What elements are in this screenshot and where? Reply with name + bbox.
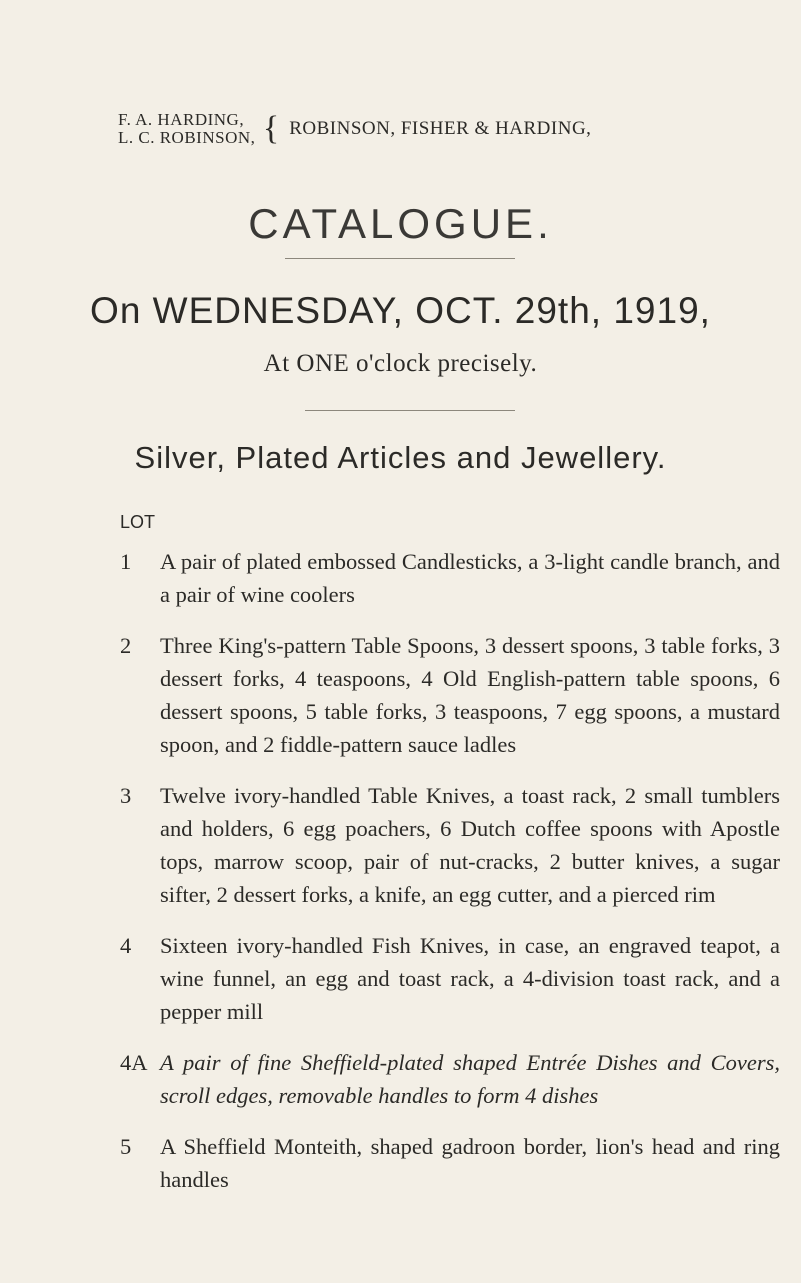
lot-number: 2 <box>120 633 132 658</box>
lot-item <box>120 1046 780 1112</box>
lot-description: A pair of plated embossed Candlesticks, a 3-light candle branch, and a pair of wine coolers <box>160 549 780 607</box>
lot-number: 4A <box>120 1050 148 1075</box>
lot-item <box>120 779 780 911</box>
auctioneer-header <box>118 110 591 148</box>
firm-name: ROBINSON, FISHER & HARDING, <box>289 118 592 139</box>
partner-name: F. A. HARDING, <box>118 110 245 129</box>
lot-column-header: LOT <box>120 512 156 532</box>
lot-number: 1 <box>120 549 132 574</box>
section-title: Silver, Plated Articles and Jewellery. <box>134 440 667 475</box>
lot-item <box>120 629 780 761</box>
lot-number: 3 <box>120 783 132 808</box>
divider <box>285 258 515 259</box>
partner-names <box>118 111 255 147</box>
lot-item <box>120 545 780 611</box>
lot-description: Three King's-pattern Table Spoons, 3 dessert spoons, 3 table forks, 3 dessert forks, 4 teaspoons, 4 Old English-pattern table spoons, 6 dessert spoons, 5 table forks, 3 teaspoons, 7 egg spoons, a mustard spoon, and 2 fiddle-pattern sauce ladles <box>160 633 780 757</box>
partner-name: L. C. ROBINSON, <box>118 128 256 147</box>
sale-time: At ONE o'clock precisely. <box>263 350 538 377</box>
sale-date: On WEDNESDAY, OCT. 29th, 1919, <box>90 290 711 331</box>
lot-item <box>120 1130 780 1196</box>
lot-description: Sixteen ivory-handled Fish Knives, in case, an engraved teapot, a wine funnel, an egg and toast rack, a 4-division toast rack, and a pepper mill <box>160 933 780 1024</box>
lot-item <box>120 929 780 1028</box>
lot-number: 5 <box>120 1134 132 1159</box>
lot-description: A pair of fine Sheffield-plated shaped Entrée Dishes and Covers, scroll edges, removable handles to form 4 dishes <box>160 1050 780 1108</box>
lot-number: 4 <box>120 933 132 958</box>
lot-description: Twelve ivory-handled Table Knives, a toast rack, 2 small tumblers and holders, 6 egg poachers, 6 Dutch coffee spoons with Apostle tops, marrow scoop, pair of nut-cracks, 2 butter knives, a sugar sifter, 2 dessert forks, a knife, an egg cutter, and a pierced rim <box>160 783 780 907</box>
brace-glyph: { <box>262 110 280 147</box>
lot-description: A Sheffield Monteith, shaped gadroon border, lion's head and ring handles <box>160 1134 780 1192</box>
divider <box>305 410 515 411</box>
lot-list <box>120 545 780 1214</box>
catalogue-title: CATALOGUE. <box>248 200 553 247</box>
